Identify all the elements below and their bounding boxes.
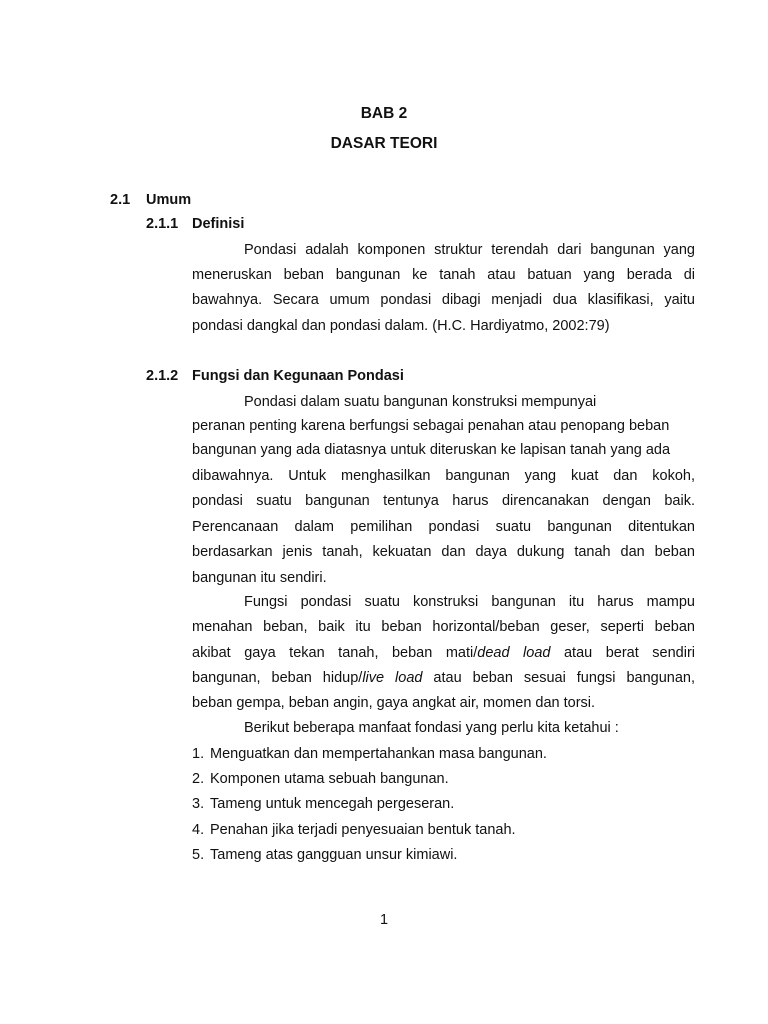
paragraph-line — [192, 643, 695, 663]
list-item — [192, 769, 449, 789]
list-number: 4. — [192, 822, 205, 838]
paragraph-line: meneruskan beban bangunan ke tanah atau batuan yang berada di — [192, 267, 695, 283]
list-item — [192, 820, 516, 840]
paragraph-line: Pondasi adalah komponen struktur terendah dari bangunan yang — [244, 242, 695, 258]
text-run: atau berat sendiri — [550, 645, 696, 661]
text-run: akibat gaya tekan tanah, beban mati/ — [192, 645, 478, 661]
list-text: Menguatkan dan mempertahankan masa bangunan. — [210, 746, 547, 762]
section-number: 2.1.1 — [146, 216, 179, 232]
list-number: 3. — [192, 796, 205, 812]
list-text: Tameng atas gangguan unsur kimiawi. — [210, 847, 458, 863]
section-heading-2-1-1 — [146, 214, 244, 234]
chapter-title: DASAR TEORI — [330, 135, 438, 152]
list-number: 5. — [192, 847, 205, 863]
italic-term: dead load — [477, 645, 551, 661]
paragraph-line: Pondasi dalam suatu bangunan konstruksi mempunyai — [244, 394, 597, 410]
section-heading-2-1-2 — [146, 366, 404, 386]
paragraph-line: menahan beban, baik itu beban horizontal/beban geser, seperti beban — [192, 619, 695, 635]
list-number: 1. — [192, 746, 205, 762]
text-run: atau beban sesuai fungsi bangunan, — [422, 670, 695, 686]
paragraph-line: pondasi dangkal dan pondasi dalam. (H.C. Hardiyatmo, 2002:79) — [192, 318, 610, 334]
paragraph-line: Fungsi pondasi suatu konstruksi bangunan itu harus mampu — [244, 594, 695, 610]
list-item — [192, 744, 547, 764]
paragraph-line — [192, 668, 695, 688]
list-item — [192, 794, 454, 814]
paragraph-line: pondasi suatu bangunan tentunya harus direncanakan dengan baik. — [192, 493, 695, 509]
paragraph-line: Berikut beberapa manfaat fondasi yang perlu kita ketahui : — [244, 720, 619, 736]
paragraph-line: bangunan itu sendiri. — [192, 570, 327, 586]
paragraph-line: berdasarkan jenis tanah, kekuatan dan daya dukung tanah dan beban — [192, 544, 695, 560]
text-run: bangunan, beban hidup/ — [192, 670, 363, 686]
paragraph-line: beban gempa, beban angin, gaya angkat air, momen dan torsi. — [192, 695, 596, 711]
section-title: Definisi — [192, 216, 245, 232]
list-text: Penahan jika terjadi penyesuaian bentuk tanah. — [210, 822, 516, 838]
paragraph-line: dibawahnya. Untuk menghasilkan bangunan yang kuat dan kokoh, — [192, 468, 695, 484]
section-number: 2.1.2 — [146, 368, 179, 384]
paragraph-line: Perencanaan dalam pemilihan pondasi suatu bangunan ditentukan — [192, 519, 695, 535]
list-item — [192, 845, 457, 865]
list-text: Komponen utama sebuah bangunan. — [210, 771, 449, 787]
paragraph-line: bangunan yang ada diatasnya untuk diteruskan ke lapisan tanah yang ada — [192, 442, 671, 458]
paragraph-line: peranan penting karena berfungsi sebagai penahan atau penopang beban — [192, 418, 670, 434]
list-number: 2. — [192, 771, 205, 787]
list-text: Tameng untuk mencegah pergeseran. — [210, 796, 455, 812]
section-heading-2-1 — [110, 190, 191, 210]
paragraph-line: bawahnya. Secara umum pondasi dibagi menjadi dua klasifikasi, yaitu — [192, 292, 695, 308]
section-title: Umum — [146, 192, 192, 208]
section-title: Fungsi dan Kegunaan Pondasi — [192, 368, 404, 384]
page-number: 1 — [379, 912, 389, 928]
italic-term: live load — [362, 670, 423, 686]
chapter-label: BAB 2 — [360, 105, 408, 122]
section-number: 2.1 — [110, 192, 131, 208]
